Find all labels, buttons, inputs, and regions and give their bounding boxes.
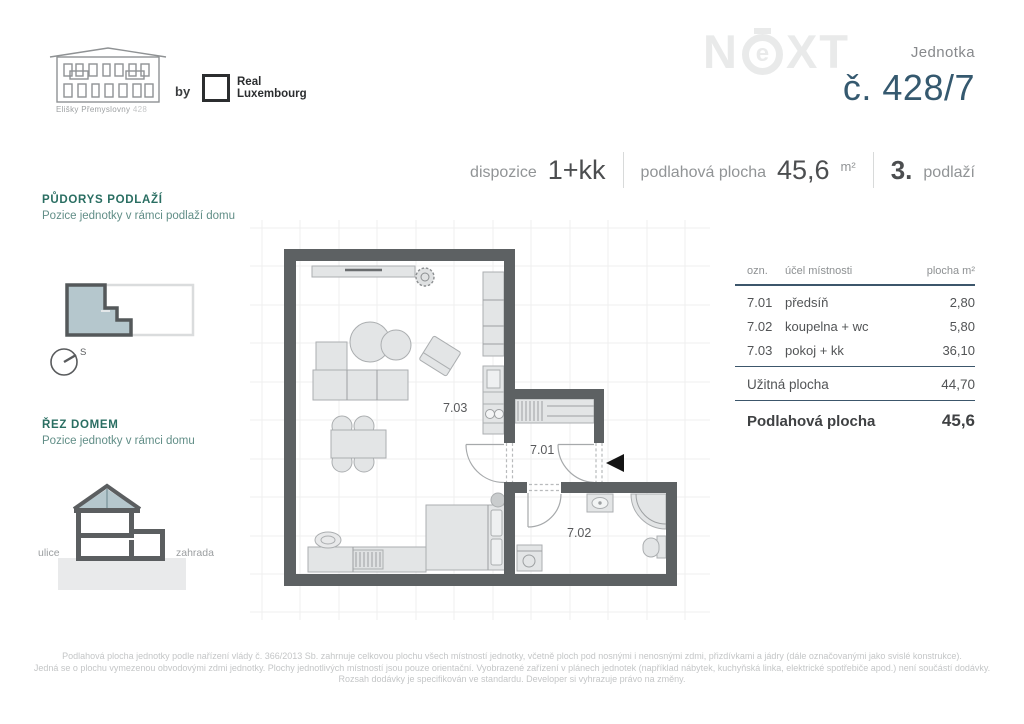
watermark-circled-e-icon	[742, 34, 783, 75]
floor-area-value: 45,6	[776, 154, 830, 185]
floor-number-label: podlaží	[923, 164, 975, 181]
row-purpose: pokoj + kk	[785, 343, 844, 358]
row-ozn: 7.01	[747, 295, 773, 310]
floor-area-total-label: Podlahová plocha	[747, 413, 876, 430]
floorplan-drawing	[250, 220, 710, 620]
dispozice-value: 1+kk	[547, 154, 606, 185]
disclaimer-line2: Jedná se o plochu vymezenou obvodovými zdmi jednotky. Plochy jednotlivých místností jsou pouze orientační. Vyobrazené zařízení v plánech jednotek (například nábytek, kuchyňská linka, elektrické spotřebiče apod.) není součástí dodávky.	[33, 662, 991, 673]
table-row	[735, 295, 975, 310]
floor-position-title: PŮDORYS PODLAŽÍ	[42, 194, 163, 206]
spec-separator-2	[873, 152, 874, 188]
unit-number: č. 428/7	[842, 67, 975, 108]
building-caption-number: 428	[132, 105, 148, 114]
house-section-diagram	[30, 455, 230, 600]
disclaimer-line1: Podlahová plocha jednotky podle nařízení vlády č. 366/2013 Sb. zahrnuje celkovou plochu všech místností jednotky, včetně ploch pod nosnými i nenosnými zdmi, přizdívkami a jádry (dále označovanými jako svislé konstrukce).	[62, 651, 962, 661]
disclaimer	[0, 651, 1024, 686]
building-sketch-illustration	[46, 44, 170, 106]
row-purpose: předsíň	[785, 295, 829, 310]
unit-label: Jednotka	[910, 44, 975, 61]
watermark-letter-n: N	[703, 25, 739, 78]
table-divider	[735, 284, 975, 286]
header-ozn: ozn.	[747, 265, 768, 277]
row-ozn: 7.03	[747, 343, 773, 358]
header-purpose: účel místnosti	[785, 265, 853, 277]
floor-area-row	[735, 411, 975, 431]
compass-north-icon	[46, 340, 94, 382]
building-caption	[56, 105, 147, 114]
building-caption-text: Elišky Přemyslovny	[56, 105, 131, 114]
row-ozn: 7.02	[747, 319, 773, 334]
row-area: 2,80	[949, 295, 975, 310]
table-divider	[735, 400, 975, 401]
floor-position-subtitle: Pozice jednotky v rámci podlaží domu	[42, 210, 236, 222]
plant-icon	[416, 268, 434, 286]
dispozice-label: dispozice	[470, 164, 537, 181]
unit-title-block	[843, 44, 975, 109]
usable-area-label: Užitná plocha	[747, 377, 829, 392]
usable-area-value: 44,70	[941, 377, 975, 392]
floor-number-value: 3.	[890, 154, 913, 185]
watermark-caret-icon	[754, 28, 771, 34]
by-label: by	[175, 84, 191, 99]
section-view-title: ŘEZ DOMEM	[42, 419, 119, 431]
disclaimer-line3: Rozsah dodávky je specifikován ve standardu. Developer si vyhrazuje právo na změny.	[338, 674, 686, 684]
room-label-702: 7.02	[567, 526, 592, 540]
floor-area-label: podlahová plocha	[640, 164, 766, 181]
next-watermark-logo	[703, 25, 851, 78]
watermark-letter-e: e	[755, 39, 770, 67]
compass-label: S	[80, 347, 87, 358]
table-row	[735, 319, 975, 334]
spec-separator	[623, 152, 624, 188]
row-area: 36,10	[942, 343, 975, 358]
section-view-subtitle: Pozice jednotky v rámci domu	[42, 435, 195, 447]
entrance-arrow-icon	[606, 454, 624, 472]
table-header-row	[735, 265, 975, 277]
real-luxembourg-logo	[202, 74, 307, 102]
row-purpose: koupelna + wc	[785, 319, 869, 334]
street-label: ulice	[38, 547, 60, 559]
row-area: 5,80	[949, 319, 975, 334]
header-area: plocha m²	[926, 265, 975, 277]
floor-position-diagram	[60, 278, 200, 342]
logo-line2: Luxembourg	[237, 88, 307, 100]
floor-position-section	[42, 194, 235, 222]
spec-header	[470, 152, 975, 188]
table-divider	[735, 366, 975, 367]
usable-area-row	[735, 377, 975, 392]
section-view-section	[42, 419, 195, 447]
room-area-table	[735, 265, 975, 431]
real-luxembourg-logo-icon	[202, 74, 230, 102]
watermark-letters-xt: XT	[785, 25, 851, 78]
garden-label: zahrada	[176, 547, 214, 559]
floor-area-unit: m²	[840, 158, 856, 174]
floor-area-total-value: 45,6	[941, 411, 975, 430]
table-row	[735, 343, 975, 358]
room-label-701: 7.01	[530, 443, 555, 457]
room-label-703: 7.03	[443, 401, 468, 415]
logo-line1: Real	[237, 76, 262, 88]
